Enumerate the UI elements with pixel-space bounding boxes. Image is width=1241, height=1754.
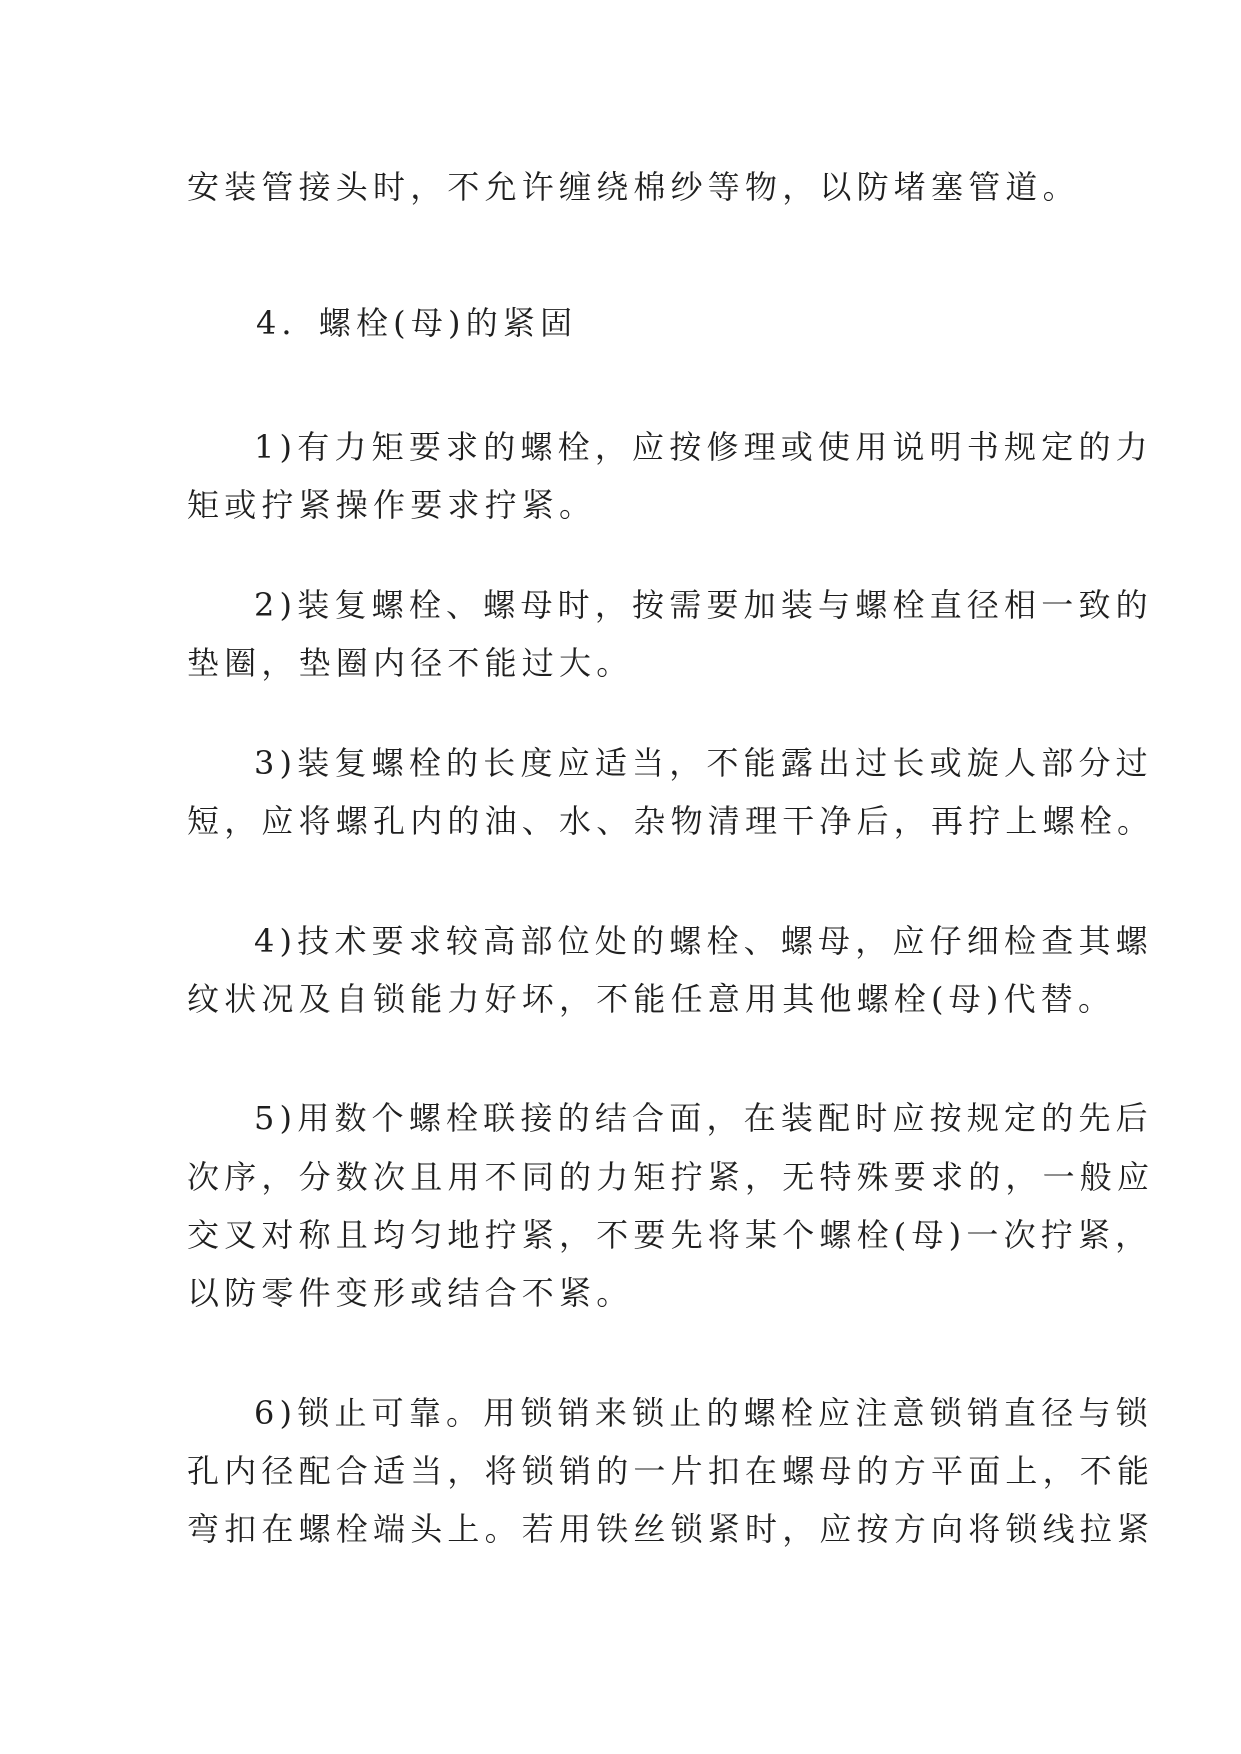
text-line-item-5a: 5)用数个螺栓联接的结合面，在装配时应按规定的先后 <box>254 1099 1153 1137</box>
text-line-item-3a: 3)装复螺栓的长度应适当，不能露出过长或旋人部分过 <box>254 744 1153 782</box>
text-line-item-1b: 矩或拧紧操作要求拧紧。 <box>187 486 597 524</box>
text-line-item-5b: 次序，分数次且用不同的力矩拧紧，无特殊要求的，一般应 <box>187 1158 1155 1196</box>
text-line-item-2a: 2)装复螺栓、螺母时，按需要加装与螺栓直径相一致的 <box>254 586 1153 624</box>
text-line-item-4b: 纹状况及自锁能力好坏，不能任意用其他螺栓(母)代替。 <box>187 980 1116 1018</box>
text-line-item-5c: 交叉对称且均匀地拧紧，不要先将某个螺栓(母)一次拧紧， <box>187 1216 1153 1254</box>
section-heading-bolt-tightening: 4．螺栓(母)的紧固 <box>256 304 578 342</box>
text-line-item-5d: 以防零件变形或结合不紧。 <box>187 1274 634 1312</box>
text-line-item-3b: 短，应将螺孔内的油、水、杂物清理干净后，再拧上螺栓。 <box>187 802 1155 840</box>
text-line-item-6b: 孔内径配合适当，将锁销的一片扣在螺母的方平面上，不能 <box>187 1452 1155 1490</box>
text-line-item-6c: 弯扣在螺栓端头上。若用铁丝锁紧时，应按方向将锁线拉紧 <box>187 1510 1155 1548</box>
text-line-item-6a: 6)锁止可靠。用锁销来锁止的螺栓应注意锁销直径与锁 <box>254 1394 1153 1432</box>
text-line-item-2b: 垫圈，垫圈内径不能过大。 <box>187 644 634 682</box>
text-line-item-1a: 1)有力矩要求的螺栓，应按修理或使用说明书规定的力 <box>254 428 1153 466</box>
text-line-item-4a: 4)技术要求较高部位处的螺栓、螺母，应仔细检查其螺 <box>254 922 1153 960</box>
text-line-pipe-joint: 安装管接头时，不允许缠绕棉纱等物，以防堵塞管道。 <box>187 168 1080 206</box>
